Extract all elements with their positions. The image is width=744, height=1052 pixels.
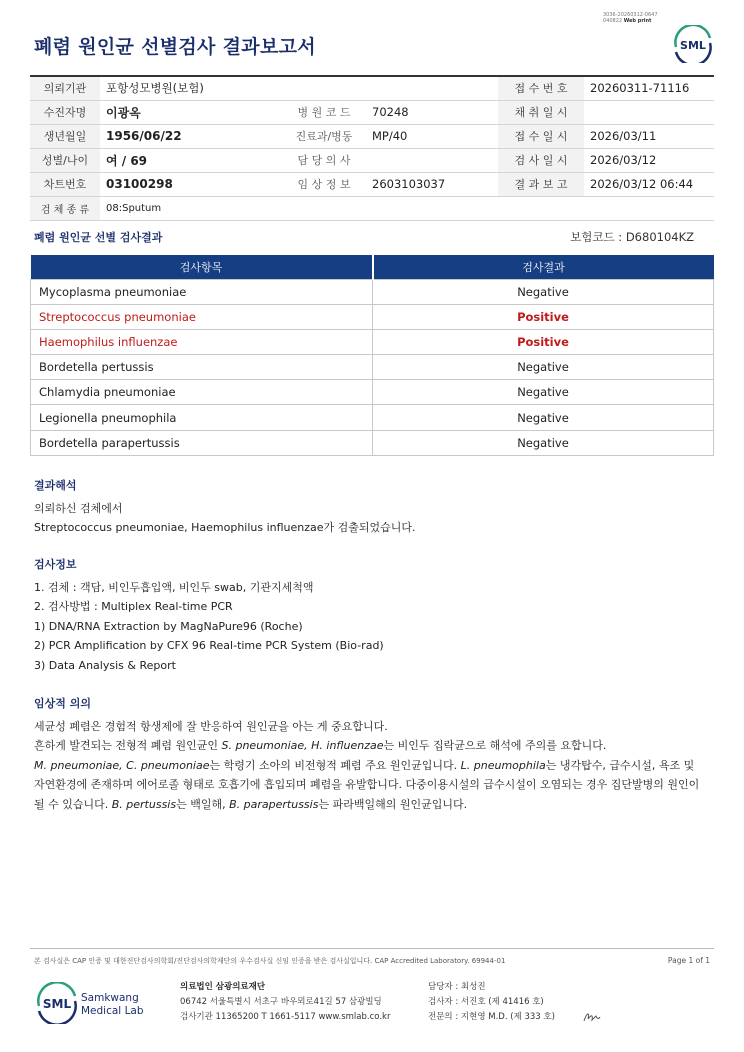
info-value xyxy=(366,148,498,172)
info-label: 수진자명 xyxy=(30,100,100,124)
info-row xyxy=(30,172,714,196)
result-row xyxy=(31,304,714,329)
test-info-line: 1. 검체 : 객담, 비인두흡입액, 비인두 swab, 기관지세척액 xyxy=(34,580,314,594)
info-value: 2026/03/11 xyxy=(584,124,714,148)
info-label: 접 수 번 호 xyxy=(498,76,584,100)
info-label: 채 취 일 시 xyxy=(498,100,584,124)
test-item: Haemophilus influenzae xyxy=(31,329,373,354)
staff-info xyxy=(428,980,555,1025)
info-value: 2026/03/12 06:44 xyxy=(584,172,714,196)
info-value: 이광옥 xyxy=(100,100,282,124)
test-result: Negative xyxy=(373,430,714,455)
info-row xyxy=(30,148,714,172)
info-label: 성별/나이 xyxy=(30,148,100,172)
test-result: Positive xyxy=(373,329,714,354)
samkwang-logo-icon xyxy=(36,982,156,1024)
clinical-line: 될 수 있습니다. B. pertussis는 백일해, B. parapertussis는 파라백일해의 원인균입니다. xyxy=(34,797,468,811)
insurance-code: 보험코드 : D680104KZ xyxy=(570,230,694,244)
clinical-line: 자연환경에 존재하며 에어로졸 형태로 호흡기에 흡입되며 폐렴을 유발합니다. 다중이용시설의 급수시설이 오염되는 경우 집단발병의 원인이 xyxy=(34,778,700,792)
specimen-label: 검 체 종 류 xyxy=(30,196,100,220)
result-row xyxy=(31,430,714,455)
info-label: 접 수 일 시 xyxy=(498,124,584,148)
brand-line-2: Medical Lab xyxy=(81,1005,144,1017)
info-value: 70248 xyxy=(366,100,498,124)
interpretation-block xyxy=(34,476,416,538)
footer-divider xyxy=(30,948,714,949)
signature-icon xyxy=(582,1010,602,1024)
info-label: 검 사 일 시 xyxy=(498,148,584,172)
staff-line: 검사자 : 서진호 (제 41416 호) xyxy=(428,997,544,1007)
result-row xyxy=(31,329,714,354)
result-row xyxy=(31,279,714,304)
clinical-line: M. pneumoniae, C. pneumoniae는 학령기 소아의 비전형적 폐렴 주요 원인균입니다. L. pneumophila는 냉각탑수, 급수시설, 욕조 및 xyxy=(34,758,695,772)
info-value: 2603103037 xyxy=(366,172,498,196)
info-label: 임 상 정 보 xyxy=(282,172,366,196)
result-row xyxy=(31,405,714,430)
web-print-label: Web print xyxy=(623,18,652,24)
sml-logo-icon xyxy=(672,25,714,63)
info-label: 결 과 보 고 xyxy=(498,172,584,196)
page-title: 폐렴 원인균 선별검사 결과보고서 xyxy=(34,36,316,58)
info-label: 차트번호 xyxy=(30,172,100,196)
specimen-value: 08:Sputum xyxy=(100,196,714,220)
test-item: Legionella pneumophila xyxy=(31,405,373,430)
info-value: 20260311-71116 xyxy=(584,76,714,100)
info-label: 생년월일 xyxy=(30,124,100,148)
test-item: Streptococcus pneumoniae xyxy=(31,304,373,329)
info-value: 2026/03/12 xyxy=(584,148,714,172)
test-item: Mycoplasma pneumoniae xyxy=(31,279,373,304)
info-label xyxy=(282,76,366,100)
test-info-line: 3) Data Analysis & Report xyxy=(34,658,176,672)
info-value xyxy=(584,100,714,124)
test-item: Bordetella pertussis xyxy=(31,355,373,380)
test-result: Negative xyxy=(373,279,714,304)
test-result: Negative xyxy=(373,355,714,380)
results-table xyxy=(30,255,714,456)
staff-line: 전문의 : 지현영 M.D. (제 333 호) xyxy=(428,1012,555,1022)
info-row xyxy=(30,100,714,124)
address-line: 06742 서울특별시 서초구 바우뫼로41길 57 삼광빌딩 xyxy=(180,997,382,1007)
info-label: 의뢰기관 xyxy=(30,76,100,100)
results-section-title: 폐렴 원인균 선별 검사결과 xyxy=(34,231,163,244)
test-result: Positive xyxy=(373,304,714,329)
test-item: Chlamydia pneumoniae xyxy=(31,380,373,405)
interpretation-line: 의뢰하신 검체에서 xyxy=(34,501,123,515)
test-result: Negative xyxy=(373,405,714,430)
info-label: 병 원 코 드 xyxy=(282,100,366,124)
test-info-heading: 검사정보 xyxy=(34,558,77,571)
info-value: 03100298 xyxy=(100,172,282,196)
info-row xyxy=(30,124,714,148)
lab-address xyxy=(180,980,390,1025)
test-result: Negative xyxy=(373,380,714,405)
info-value: 포항성모병원(보험) xyxy=(100,76,282,100)
interpretation-line: Streptococcus pneumoniae, Haemophilus influenzae가 검출되었습니다. xyxy=(34,521,416,535)
info-value: 1956/06/22 xyxy=(100,124,282,148)
clinical-line: 흔하게 발견되는 전형적 폐렴 원인균인 S. pneumoniae, H. influenzae는 비인두 집락균으로 해석에 주의를 요합니다. xyxy=(34,739,607,753)
col-header-item: 검사항목 xyxy=(31,255,373,279)
logo-text: SML xyxy=(680,39,706,52)
accreditation-note: 본 검사실은 CAP 인증 및 대한진단검사의학회/진단검사의학재단의 우수검사실 신임 인증을 받은 검사실입니다. CAP Accredited Laboratory. 69944-01 xyxy=(34,957,506,965)
result-row xyxy=(31,380,714,405)
code-line-1: 3036-20260312-0647 xyxy=(603,12,658,18)
info-row xyxy=(30,76,714,100)
info-label: 담 당 의 사 xyxy=(282,148,366,172)
document-code xyxy=(603,12,658,24)
test-info-line: 2. 검사방법 : Multiplex Real-time PCR xyxy=(34,600,233,614)
info-value: 여 / 69 xyxy=(100,148,282,172)
col-header-result: 검사결과 xyxy=(373,255,714,279)
test-item: Bordetella parapertussis xyxy=(31,430,373,455)
staff-line: 담당자 : 최성진 xyxy=(428,982,486,992)
info-label: 진료과/병동 xyxy=(282,124,366,148)
code-line-2: 040822 xyxy=(603,18,623,24)
patient-info-table xyxy=(30,75,714,221)
contact-line: 검사기관 11365200 T 1661-5117 www.smlab.co.kr xyxy=(180,1012,391,1022)
interpretation-heading: 결과해석 xyxy=(34,479,77,492)
clinical-heading: 임상적 의의 xyxy=(34,697,91,710)
page-number: Page 1 of 1 xyxy=(667,956,710,965)
result-row xyxy=(31,355,714,380)
test-info-line: 1) DNA/RNA Extraction by MagNaPure96 (Roche) xyxy=(34,619,303,633)
clinical-line: 세균성 폐렴은 경험적 항생제에 잘 반응하여 원인균을 아는 게 중요합니다. xyxy=(34,719,388,733)
org-name: 의료법인 삼광의료재단 xyxy=(180,982,266,992)
test-info-line: 2) PCR Amplification by CFX 96 Real-time PCR System (Bio-rad) xyxy=(34,639,384,653)
test-info-block xyxy=(34,555,384,676)
clinical-significance-block xyxy=(34,694,699,815)
info-value xyxy=(366,76,498,100)
specimen-row xyxy=(30,196,714,220)
brand-line-1: Samkwang xyxy=(81,992,139,1004)
svg-text:SML: SML xyxy=(42,997,72,1011)
info-value: MP/40 xyxy=(366,124,498,148)
